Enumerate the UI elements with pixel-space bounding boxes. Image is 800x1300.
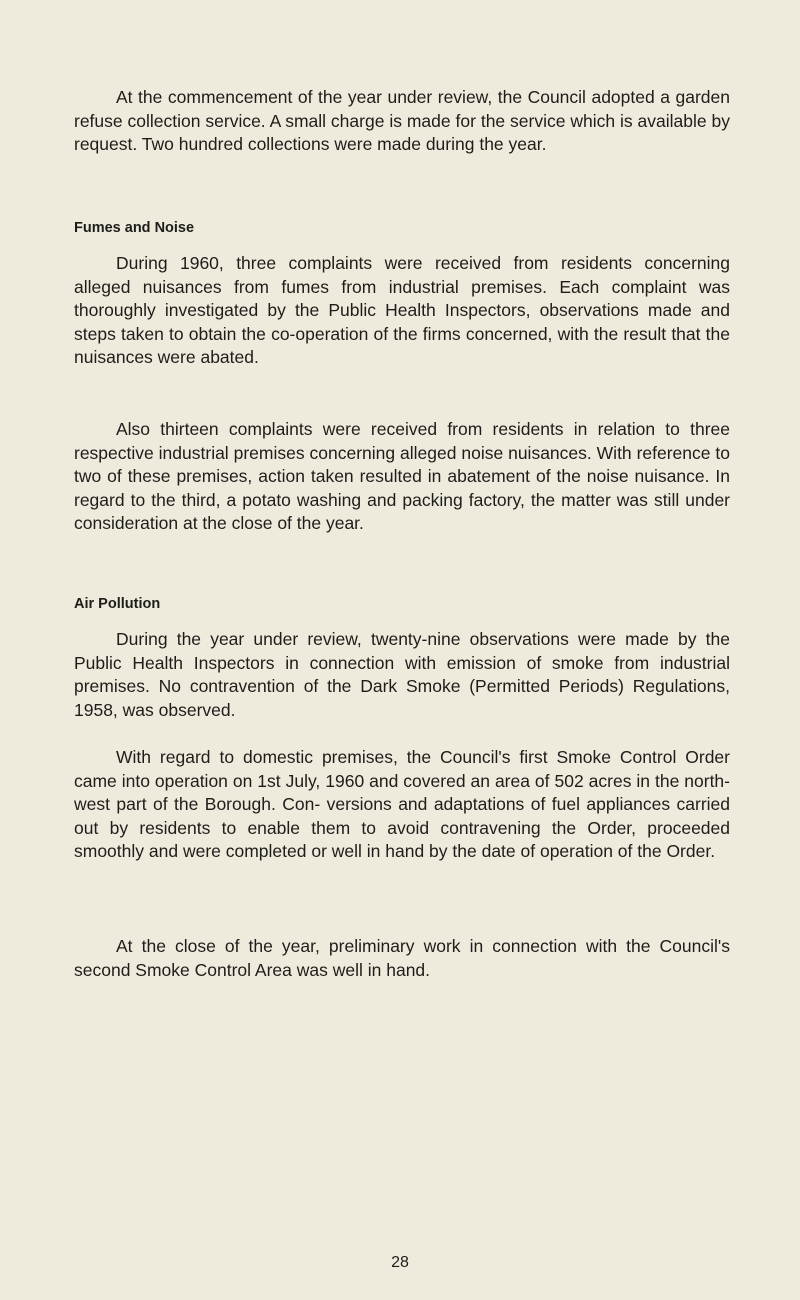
paragraph-second-smoke-control-area: At the close of the year, preliminary work in connection with the Council's second Smoke Control Area was well in hand.	[74, 936, 730, 980]
paragraph-noise-complaints: Also thirteen complaints were received from residents in relation to three respective industrial premises concerning alleged noise nuisances. With reference to two of these premises, action taken resulted in abatement of the noise nuisance. In regard to the third, a potato washing and packing factory, the matter was still under consideration at the close of the year.	[74, 419, 730, 534]
paragraph-garden-refuse: At the commencement of the year under review, the Council adopted a garden refuse collection service. A small charge is made for the service which is available by request. Two hundred collections were made during the year.	[74, 87, 730, 155]
heading-air-pollution: Air Pollution	[74, 596, 161, 612]
page-number: 28	[391, 1254, 409, 1271]
heading-fumes-and-noise: Fumes and Noise	[74, 220, 195, 236]
paragraph-fumes-complaints: During 1960, three complaints were received from residents concerning alleged nuisances from fumes from industrial premises. Each complaint was thoroughly investigated by the Public Health Inspectors, observations made and steps taken to obtain the co-operation of the firms concerned, with the result that the nuisances were abated.	[74, 253, 730, 368]
paragraph-smoke-control-order: With regard to domestic premises, the Council's first Smoke Control Order came into operation on 1st July, 1960 and covered an area of 502 acres in the north-west part of the Borough. Con- versions and adaptations of fuel appliances carried out by residents to enable them to avoid contravening the Order, proceeded smoothly and were completed or well in hand by the date of operation of the Order.	[74, 747, 730, 862]
paragraph-smoke-observations: During the year under review, twenty-nine observations were made by the Public Health Inspectors in connection with emission of smoke from industrial premises. No contravention of the Dark Smoke (Permitted Periods) Regulations, 1958, was observed.	[74, 629, 730, 720]
